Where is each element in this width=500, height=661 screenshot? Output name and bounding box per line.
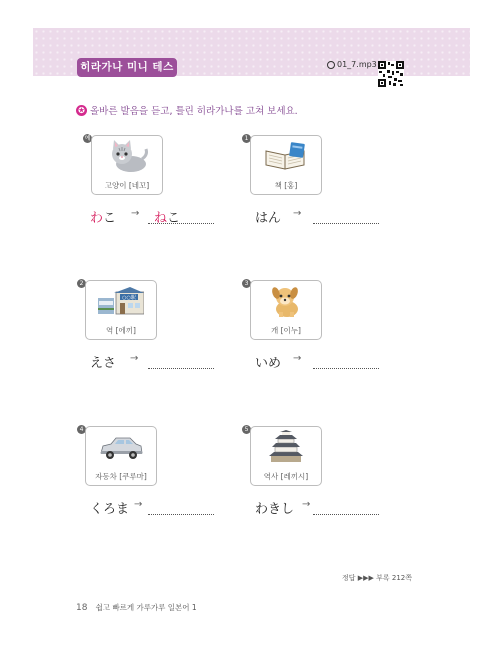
cat-icon xyxy=(104,139,150,173)
car-icon xyxy=(98,430,144,464)
castle-icon xyxy=(263,430,309,464)
caption: 개 [이누] xyxy=(271,326,301,335)
item-number: 1 xyxy=(242,134,251,143)
picture-card xyxy=(85,280,157,340)
instruction xyxy=(76,103,298,117)
audio-track-label: 01_7.mp3 xyxy=(337,60,377,69)
item-number: 2 xyxy=(77,279,86,288)
arrow: → xyxy=(130,353,139,364)
dog-icon xyxy=(263,284,309,318)
section-title: 히라가나 미니 테스트 xyxy=(77,58,177,77)
instruction-text: 올바른 발음을 듣고, 틀린 히라가나를 고쳐 보세요. xyxy=(90,106,298,117)
picture-card xyxy=(91,135,163,195)
arrow: → xyxy=(293,208,302,219)
caption: 역 [에끼] xyxy=(106,326,136,335)
caption: 자동차 [쿠루마] xyxy=(95,472,147,481)
book-icon xyxy=(263,139,309,173)
picture-card xyxy=(250,280,322,340)
arrow: → xyxy=(302,499,311,510)
quiz-item-5 xyxy=(245,426,465,536)
item-number: 3 xyxy=(242,279,251,288)
wrong-word: わこ xyxy=(90,211,117,226)
caption: 고양이 [네꼬] xyxy=(104,181,150,190)
wrong-word: いめ xyxy=(255,356,282,371)
answer-word: ねこ xyxy=(154,211,181,226)
answer-line[interactable] xyxy=(313,368,379,369)
caption: 역사 [레끼시] xyxy=(263,472,309,481)
answer-line[interactable] xyxy=(313,223,379,224)
quiz-item-3 xyxy=(245,280,465,390)
wrong-word: わきし xyxy=(255,502,295,517)
audio-track[interactable] xyxy=(327,60,377,69)
qr-code-icon[interactable] xyxy=(378,61,404,87)
picture-card xyxy=(250,426,322,486)
arrow: → xyxy=(293,353,302,364)
answer-line[interactable] xyxy=(148,514,214,515)
star-icon: ✪ xyxy=(76,105,87,116)
answer-reference: 정답 ▶▶▶ 부록 212쪽 xyxy=(342,574,412,582)
arrow: → xyxy=(131,208,140,219)
answer-line xyxy=(148,223,214,224)
answer-line[interactable] xyxy=(313,514,379,515)
arrow: → xyxy=(134,499,143,510)
item-number: 5 xyxy=(242,425,251,434)
page-number: 18 xyxy=(76,602,88,613)
book-title: 쉽고 빠르게 가루가루 일본어 1 xyxy=(95,603,197,612)
item-number: 4 xyxy=(77,425,86,434)
svg-text:○○駅: ○○駅 xyxy=(122,295,136,301)
wrong-word: えさ xyxy=(90,356,117,371)
picture-card xyxy=(250,135,322,195)
page-footer xyxy=(76,602,197,613)
quiz-item-1 xyxy=(245,135,465,245)
station-icon xyxy=(98,284,144,318)
caption: 책 [홍] xyxy=(274,181,298,190)
wrong-word: くろま xyxy=(90,502,130,517)
picture-card xyxy=(85,426,157,486)
example-label: 예 xyxy=(84,135,91,142)
answer-line[interactable] xyxy=(148,368,214,369)
wrong-word: はん xyxy=(255,211,282,226)
headphone-icon xyxy=(327,61,335,69)
